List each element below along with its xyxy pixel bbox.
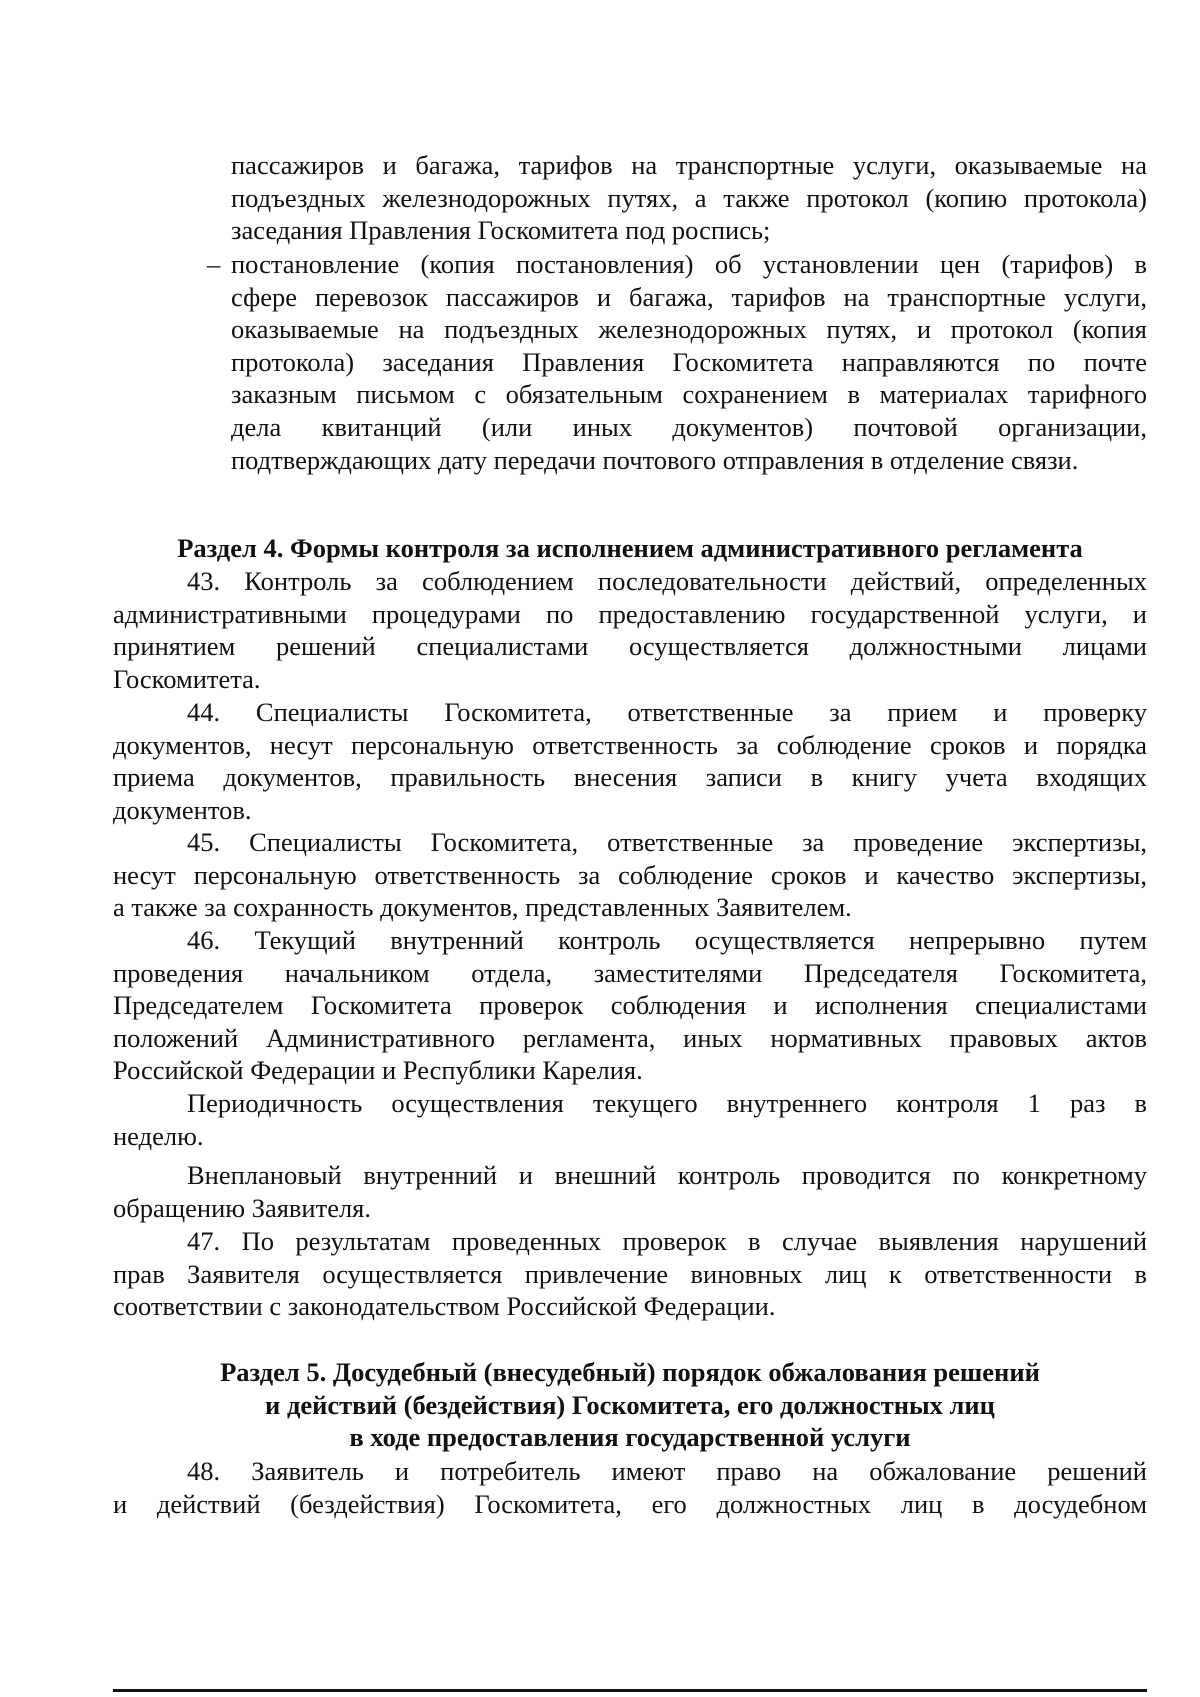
heading-line: Раздел 4. Формы контроля за исполнением административного регламента	[177, 533, 1083, 563]
text-line: приема документов, правильность внесения записи в книгу учета входящих	[113, 762, 1147, 793]
paragraph-periodicity	[113, 1087, 1147, 1152]
paragraph-44	[113, 696, 1147, 826]
text-line: Госкомитета.	[113, 663, 261, 694]
text-line: пассажиров и багажа, тарифов на транспортные услуги, оказываемые на	[231, 150, 1147, 180]
text-line: подъездных железнодорожных путях, а также протокол (копию протокола)	[231, 182, 1147, 213]
text-line: прав Заявителя осуществляется привлечение виновных лиц к ответственности в	[113, 1258, 1147, 1289]
text-line: 45. Специалисты Госкомитета, ответственные за проведение экспертизы,	[187, 827, 1147, 857]
text-line: постановление (копия постановления) об установлении цен (тарифов) в	[231, 249, 1147, 279]
paragraph-45	[113, 826, 1147, 924]
heading-line: и действий (бездействия) Госкомитета, его должностных лиц	[265, 1389, 995, 1420]
text-line: дела квитанций (или иных документов) почтовой организации,	[231, 411, 1147, 442]
list-bullet: –	[207, 249, 221, 279]
text-line: 46. Текущий внутренний контроль осуществляется непрерывно путем	[187, 925, 1147, 955]
text-line: проведения начальником отдела, заместителями Председателя Госкомитета,	[113, 957, 1147, 988]
text-line: а также за сохранность документов, представленных Заявителем.	[113, 892, 852, 923]
text-line: подтверждающих дату передачи почтового отправления в отделение связи.	[231, 444, 1079, 475]
paragraph-unscheduled-control	[113, 1159, 1147, 1224]
heading-line: Раздел 5. Досудебный (внесудебный) порядок обжалования решений	[220, 1357, 1040, 1387]
bottom-divider	[113, 1689, 1147, 1692]
text-line: документов.	[113, 794, 252, 825]
list-item	[231, 248, 1147, 476]
paragraph-43	[113, 565, 1147, 695]
text-line: неделю.	[113, 1120, 204, 1151]
text-line: Председателем Госкомитета проверок соблюдения и исполнения специалистами	[113, 990, 1147, 1021]
section-4-heading	[113, 532, 1147, 565]
text-line: протокола) заседания Правления Госкомитета направляются по почте	[231, 346, 1147, 377]
list-item-continuation	[231, 149, 1147, 247]
text-line: Внеплановый внутренний и внешний контроль проводится по конкретному	[187, 1160, 1147, 1190]
text-line: 43. Контроль за соблюдением последовательности действий, определенных	[187, 566, 1147, 596]
paragraph-48	[113, 1455, 1147, 1520]
text-line: 48. Заявитель и потребитель имеют право на обжалование решений	[187, 1456, 1147, 1486]
text-line: административными процедурами по предоставлению государственной услуги, и	[113, 598, 1147, 629]
text-line: заседания Правления Госкомитета под роспись;	[231, 215, 771, 246]
heading-line: в ходе предоставления государственной услуги	[349, 1422, 911, 1453]
text-line: оказываемые на подъездных железнодорожных путях, и протокол (копия	[231, 314, 1147, 345]
section-5-heading	[113, 1356, 1147, 1454]
text-line: 44. Специалисты Госкомитета, ответственные за прием и проверку	[187, 697, 1147, 727]
text-line: несут персональную ответственность за соблюдение сроков и качество экспертизы,	[113, 859, 1147, 890]
paragraph-47	[113, 1225, 1147, 1323]
text-line: обращению Заявителя.	[113, 1192, 371, 1223]
text-line: документов, несут персональную ответственность за соблюдение сроков и порядка	[113, 729, 1147, 760]
text-line: 47. По результатам проведенных проверок в случае выявления нарушений	[187, 1226, 1147, 1256]
text-line: Российской Федерации и Республики Карелия.	[113, 1055, 643, 1086]
text-line: Периодичность осуществления текущего внутреннего контроля 1 раз в	[187, 1088, 1147, 1118]
text-line: заказным письмом с обязательным сохранением в материалах тарифного	[231, 379, 1147, 410]
paragraph-46	[113, 924, 1147, 1087]
text-line: соответствии с законодательством Российской Федерации.	[113, 1291, 776, 1322]
text-line: и действий (бездействия) Госкомитета, его должностных лиц в досудебном	[113, 1488, 1147, 1519]
text-line: положений Административного регламента, иных нормативных правовых актов	[113, 1022, 1147, 1053]
text-line: сфере перевозок пассажиров и багажа, тарифов на транспортные услуги,	[231, 281, 1147, 312]
text-line: принятием решений специалистами осуществляется должностными лицами	[113, 631, 1147, 662]
